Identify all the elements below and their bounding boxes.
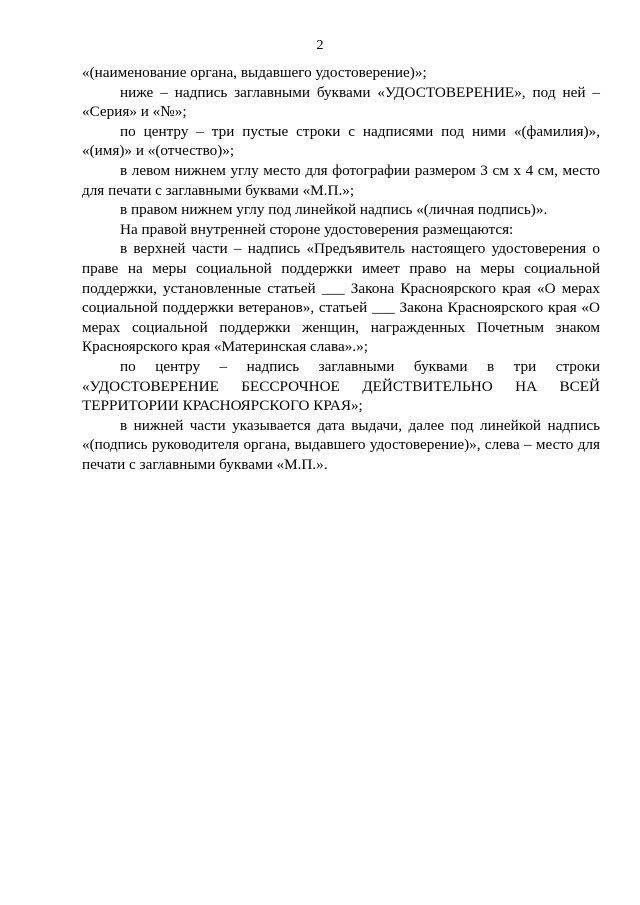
paragraph-personal-signature: в правом нижнем углу под линейкой надпись «(личная подпись)». [120, 201, 548, 219]
paragraph-right-inner-side: На правой внутренней стороне удостоверения размещаются: [120, 220, 514, 238]
paragraph-issuing-authority: «(наименование органа, выдавшего удостоверение)»; [82, 64, 427, 81]
paragraph-top-part: в верхней части – надпись «Предъявитель настоящего удостоверения о праве на меры социальной поддержки имеет право на меры социальной поддержки, установленные статьей ___ Закона Красноярского края «О мерах социальной поддержки ветеранов», статьей ___ Закона Красноярского края «О мерах социальной поддержки женщин, награжденных Почетным знаком Красноярского края «Материнская слава».»; [82, 240, 600, 356]
paragraph-bottom-part: в нижней части указывается дата выдачи, далее под линейкой надпись «(подпись руководителя органа, выдавшего удостоверение)», слева – место для печати с заглавными буквами «М.П.». [82, 416, 600, 473]
paragraph-title-caption: ниже – надпись заглавными буквами «УДОСТОВЕРЕНИЕ», под ней – «Серия» и «№»; [82, 83, 600, 121]
paragraph-center-caption: по центру – надпись заглавными буквами в три строки «УДОСТОВЕРЕНИЕ БЕССРОЧНОЕ ДЕЙСТВИТЕЛЬНО НА ВСЕЙ ТЕРРИТОРИИ КРАСНОЯРСКОГО КРАЯ»; [82, 357, 600, 415]
page-number: 2 [316, 38, 324, 53]
paragraph-name-lines: по центру – три пустые строки с надписями под ними «(фамилия)», «(имя)» и «(отчество)»; [82, 122, 600, 160]
document-body [82, 63, 600, 474]
paragraph-photo-place: в левом нижнем углу место для фотографии размером 3 см х 4 см, место для печати с заглавными буквами «М.П.»; [82, 161, 600, 199]
